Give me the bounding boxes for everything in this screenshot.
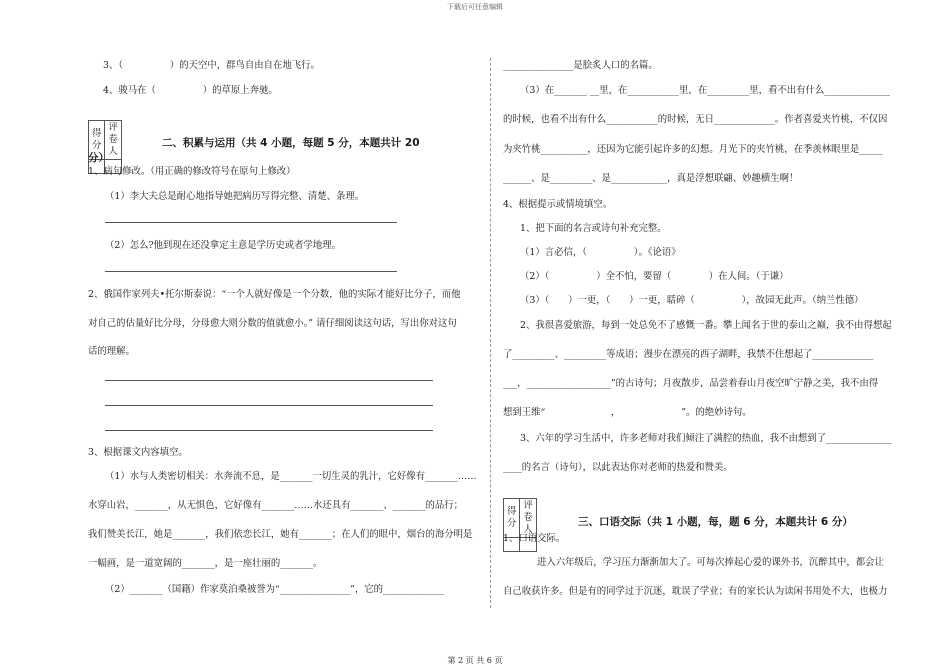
question-3-1-line-d: 一幅画，是一道宽阔的_______，是一座壮丽的_______。 (88, 558, 323, 569)
answer-line[interactable] (105, 222, 397, 223)
oral-passage-line-2: 自己收获许多。但是有的同学过于沉迷，耽误了学业；有的家长认为读闲书用处不大，也极力 (503, 586, 888, 597)
question-4-3-line-b: ____的名言（诗句），以此表达你对老师的热爱和赞美。 (503, 462, 733, 473)
fill-line-r4: 为夹竹桃__________，还因为它能引起许多的幻想。月光下的夹竹桃，在季羡林眼里是_____ (503, 144, 883, 155)
question-4-2-line-b: 了_________、_________等成语；漫步在漂亮的西子湖畔，我禁不住想起了_____________ (503, 349, 874, 360)
question-3-2: （2）_______（国籍）作家莫泊桑被誉为“_______________”，它的_____________ (105, 584, 444, 595)
section-3-title: 三、口语交际（共 1 小题，每，题 6 分，本题共计 6 分） (578, 516, 853, 528)
question-4-1-3: （3）（ ）一更，（ ）一更，聒碎（ ），故园无此声。（纳兰性德） (520, 295, 864, 306)
question-4-2-line-a: 2、我很喜爱旅游，每到一处总免不了感慨一番。攀上闻名于世的泰山之巅，我不由得想起 (520, 320, 892, 331)
question-2-line-a: 2、俄国作家列夫•托尔斯泰说：“一个人就好像是一个分数，他的实际才能好比分子，而他 (88, 289, 461, 300)
question-1-1: （1）李大夫总是耐心地指导她把病历写得完整、清楚、条理。 (105, 191, 365, 202)
column-divider (490, 58, 491, 608)
question-4-2-line-d: 想到王维“ ， ”。的绝妙诗句。 (503, 407, 752, 418)
question-1-2: （2）怎么?他到现在还没拿定主意是学历史或者学地理。 (105, 240, 341, 251)
question-4-1-1: （1）言必信，（ ）。《论语》 (520, 247, 681, 258)
score-label: 得分 (89, 121, 105, 160)
answer-line[interactable] (105, 271, 397, 272)
question-3-1-line-c: 我们赞美长江，她是_______，我们依恋长江，她有_______；在人们的眼中，烟台的海分明是 (88, 529, 473, 540)
question-4-3-line-a: 3、六年的学习生活中，许多老师对我们倾注了满腔的热血，我不由想到了______________ (520, 433, 892, 444)
question-2-line-c: 话的理解。 (88, 346, 135, 357)
question-4-1-2: （2）（ ）全不怕，要留（ ）在人间。（于谦） (520, 271, 789, 282)
question-3-1-line-b: 水穿山岩，_______，从无惧色，它好像有_______……水还具有_______、_______的品行； (88, 500, 464, 511)
fill-line-r3: 的时候，也看不出有什么___________的时候，无日_____________。作者喜爱夹竹桃，不仅因 (503, 114, 888, 125)
answer-line[interactable] (105, 430, 433, 431)
question-2-line-b: 对自己的估量好比分母，分母愈大则分数的值就愈小。” 请仔细阅读这句话，写出你对这句 (88, 318, 457, 329)
grader-label: 评卷人 (520, 499, 536, 538)
fill-line-r1: _______________是脍炙人口的名篇。 (503, 60, 658, 71)
question-1: 1、病句修改。（用正确的修改符号在原句上修改） (88, 166, 296, 177)
fill-line-4: 4、骏马在（ ）的草原上奔驰。 (103, 85, 278, 96)
answer-line[interactable] (105, 405, 433, 406)
grader-label: 评卷人 (105, 121, 121, 160)
question-4-2-line-c: ___，__________________”的古诗句；月夜散步，品尝着春山月夜空旷宁静之美，我不由得 (503, 378, 879, 389)
question-s3-1: 1、口语交际。 (503, 533, 566, 544)
header-note: 下载后可任意编辑 (447, 3, 503, 11)
score-label: 得分 (504, 499, 520, 538)
section-2-title-cont: 分） (88, 152, 109, 164)
question-3: 3、根据课文内容填空。 (88, 447, 188, 458)
question-4: 4、根据提示或情境填空。 (503, 199, 613, 210)
question-4-1: 1、把下面的名言或诗句补充完整。 (520, 223, 667, 234)
fill-line-r2: （3）在_______ __里，在___________里，在_________里，看不出有什么______________ (520, 85, 890, 96)
answer-line[interactable] (105, 380, 433, 381)
fill-line-3: 3、（ ）的天空中，群鸟自由自在地飞行。 (103, 60, 320, 71)
section-2-title: 二、积累与运用（共 4 小题，每题 5 分，本题共计 20 (162, 137, 420, 149)
question-3-1-line-a: （1）水与人类密切相关：水奔流不息，是_______一切生灵的乳汁，它好像有_______…… (105, 471, 477, 482)
fill-line-r5: ______、是_________、是____________，真是浮想联翩、妙趣横生啊！ (503, 173, 799, 184)
oral-passage-line-1: 进入六年级后，学习压力渐渐加大了。可每次捧起心爱的课外书，沉醉其中，都会让 (537, 557, 884, 568)
page-number: 第 2 页 共 6 页 (447, 656, 503, 665)
